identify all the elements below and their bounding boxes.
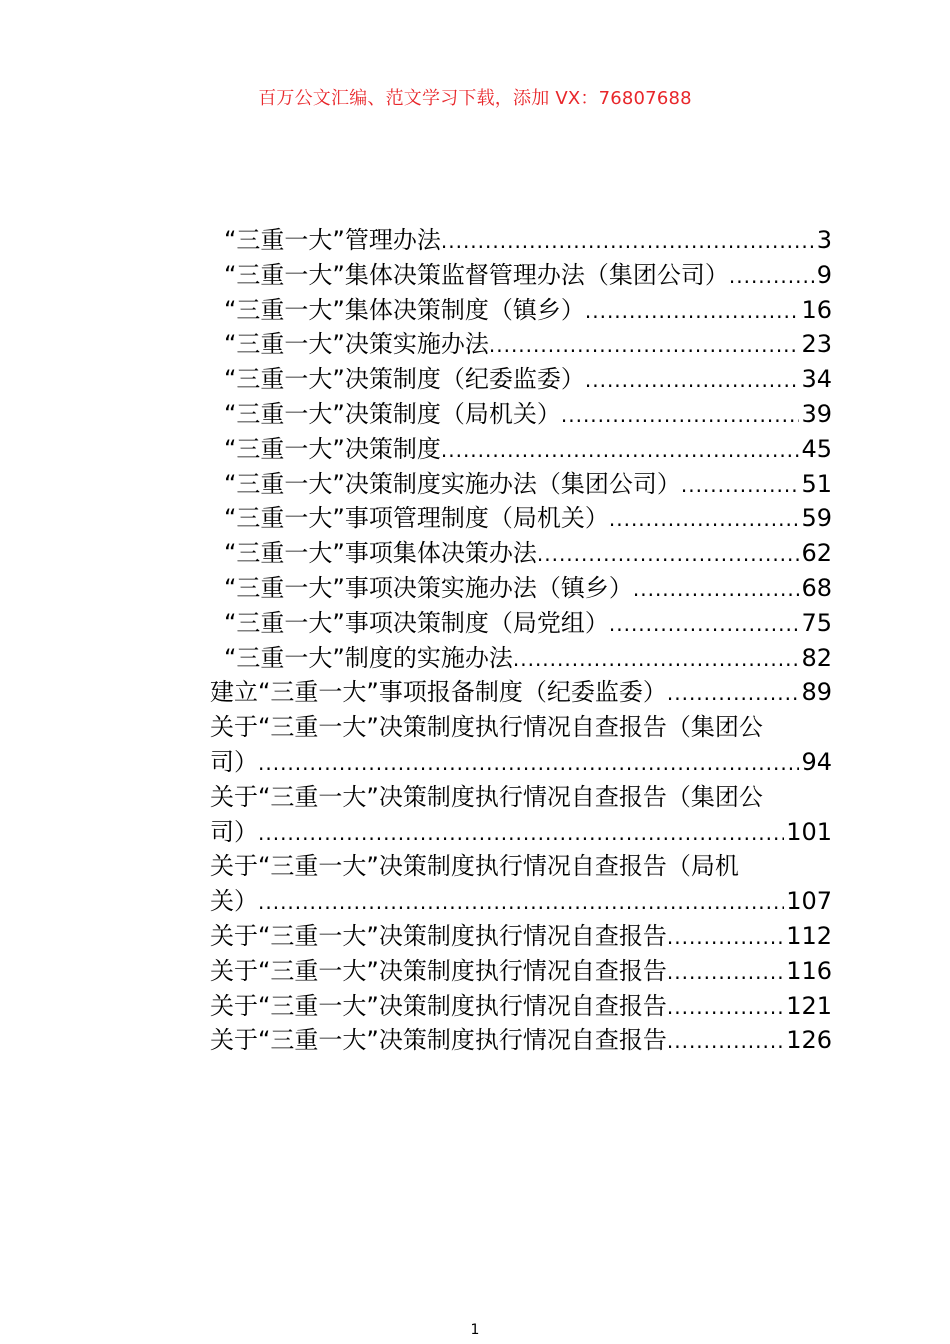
toc-entry[interactable] — [210, 467, 832, 502]
toc-leader-dots — [561, 398, 800, 432]
toc-entry-title: “三重一大”事项集体决策办法 — [224, 539, 537, 568]
toc-entry[interactable] — [210, 432, 832, 467]
toc-entry[interactable] — [210, 223, 832, 258]
toc-entry-page: 126 — [786, 1026, 832, 1055]
toc-leader-dots — [489, 328, 800, 362]
toc-entry-line1[interactable]: 关于“三重一大”决策制度执行情况自查报告（集团公 — [210, 713, 763, 742]
toc-entry-page: 16 — [801, 295, 832, 324]
toc-entry-page: 45 — [801, 434, 832, 463]
toc-entry-title: “三重一大”集体决策制度（镇乡） — [224, 295, 585, 324]
toc-entry-title: “三重一大”管理办法 — [224, 226, 441, 254]
toc-entry-title: 关于“三重一大”决策制度执行情况自查报告 — [210, 921, 667, 950]
toc-entry-title: 关） — [210, 887, 258, 916]
toc-leader-dots — [609, 502, 800, 536]
toc-entry-page: 121 — [786, 991, 832, 1020]
toc-entry-page: 23 — [801, 330, 832, 359]
toc-entry-page: 62 — [801, 539, 832, 568]
toc-entry-page: 68 — [801, 573, 832, 602]
toc-entry[interactable] — [210, 641, 832, 676]
toc-entry-title: “三重一大”决策制度 — [224, 434, 441, 463]
toc-entry[interactable] — [210, 536, 832, 571]
toc-leader-dots — [258, 746, 799, 780]
toc-entry-page: 101 — [786, 817, 832, 846]
toc-entry[interactable] — [210, 293, 832, 328]
toc-leader-dots — [585, 294, 800, 328]
toc-entry-title: 建立“三重一大”事项报备制度（纪委监委） — [210, 678, 667, 707]
toc-entry-title: “三重一大”事项决策实施办法（镇乡） — [224, 573, 633, 602]
toc-leader-dots — [633, 572, 800, 606]
toc-entry-title: “三重一大”制度的实施办法 — [224, 643, 513, 672]
header-banner: 百万公文汇编、范文学习下载，添加 VX：76807688 — [258, 88, 692, 109]
toc-entry-page: 82 — [801, 643, 832, 672]
toc-entry-page: 34 — [801, 365, 832, 394]
toc-entry[interactable] — [210, 501, 832, 536]
toc-leader-dots — [258, 816, 784, 850]
toc-entry[interactable] — [210, 675, 832, 710]
toc-leader-dots — [667, 920, 784, 954]
toc-leader-dots — [667, 676, 800, 710]
toc-entry[interactable] — [210, 919, 832, 954]
toc-leader-dots — [681, 468, 800, 502]
toc-entry-page: 51 — [801, 469, 832, 498]
toc-entry[interactable] — [210, 606, 832, 641]
toc-entry-page: 107 — [786, 887, 832, 916]
toc-entry[interactable] — [210, 258, 832, 293]
toc-leader-dots — [729, 259, 815, 293]
toc-entry-title: 司） — [210, 747, 258, 776]
toc-entry-title: 司） — [210, 817, 258, 846]
toc-entry-title: 关于“三重一大”决策制度执行情况自查报告 — [210, 956, 667, 985]
toc-entry-title: 关于“三重一大”决策制度执行情况自查报告 — [210, 1026, 667, 1055]
toc-entry-page: 94 — [801, 747, 832, 776]
toc-entry-title: “三重一大”事项决策制度（局党组） — [224, 608, 609, 637]
toc-entry-title: 关于“三重一大”决策制度执行情况自查报告 — [210, 991, 667, 1020]
toc-entry-line1[interactable]: 关于“三重一大”决策制度执行情况自查报告（局机 — [210, 852, 739, 881]
toc-entry-page: 59 — [801, 504, 832, 533]
toc-entry[interactable] — [210, 397, 832, 432]
toc-entry-title: “三重一大”集体决策监督管理办法（集团公司） — [224, 260, 729, 289]
toc-entry-page: 112 — [786, 921, 832, 950]
toc-entry[interactable] — [210, 571, 832, 606]
toc-entry[interactable] — [210, 954, 832, 989]
toc-leader-dots — [513, 642, 800, 676]
toc-entry[interactable] — [210, 815, 832, 850]
toc-entry-title: “三重一大”决策制度（纪委监委） — [224, 365, 585, 394]
toc-leader-dots — [441, 433, 800, 467]
toc-entry-title: “三重一大”决策制度（局机关） — [224, 399, 561, 428]
toc-entry-page: 9 — [816, 260, 832, 289]
toc-leader-dots — [585, 363, 800, 397]
toc-leader-dots — [609, 607, 800, 641]
toc-entry-page: 39 — [801, 399, 832, 428]
toc-entry-page: 89 — [801, 678, 832, 707]
toc-entry[interactable] — [210, 989, 832, 1024]
toc-entry-title: “三重一大”决策实施办法 — [224, 330, 489, 359]
page-number: 1 — [470, 1322, 480, 1338]
toc-leader-dots — [537, 537, 800, 571]
toc-entry-page: 116 — [786, 956, 832, 985]
toc-leader-dots — [667, 990, 784, 1024]
toc-entry-page: 3 — [816, 226, 832, 254]
toc-entry[interactable] — [210, 1023, 832, 1058]
toc-entry-line1[interactable]: 关于“三重一大”决策制度执行情况自查报告（集团公 — [210, 782, 763, 811]
toc-leader-dots — [441, 224, 815, 258]
toc-entry-page: 75 — [801, 608, 832, 637]
toc-entry[interactable] — [210, 362, 832, 397]
table-of-contents — [210, 223, 832, 1058]
toc-leader-dots — [258, 885, 784, 919]
toc-entry[interactable] — [210, 745, 832, 780]
toc-leader-dots — [667, 1024, 784, 1058]
toc-leader-dots — [667, 955, 784, 989]
toc-entry[interactable] — [210, 327, 832, 362]
toc-entry-title: “三重一大”事项管理制度（局机关） — [224, 504, 609, 533]
toc-entry[interactable] — [210, 884, 832, 919]
toc-entry-title: “三重一大”决策制度实施办法（集团公司） — [224, 469, 681, 498]
